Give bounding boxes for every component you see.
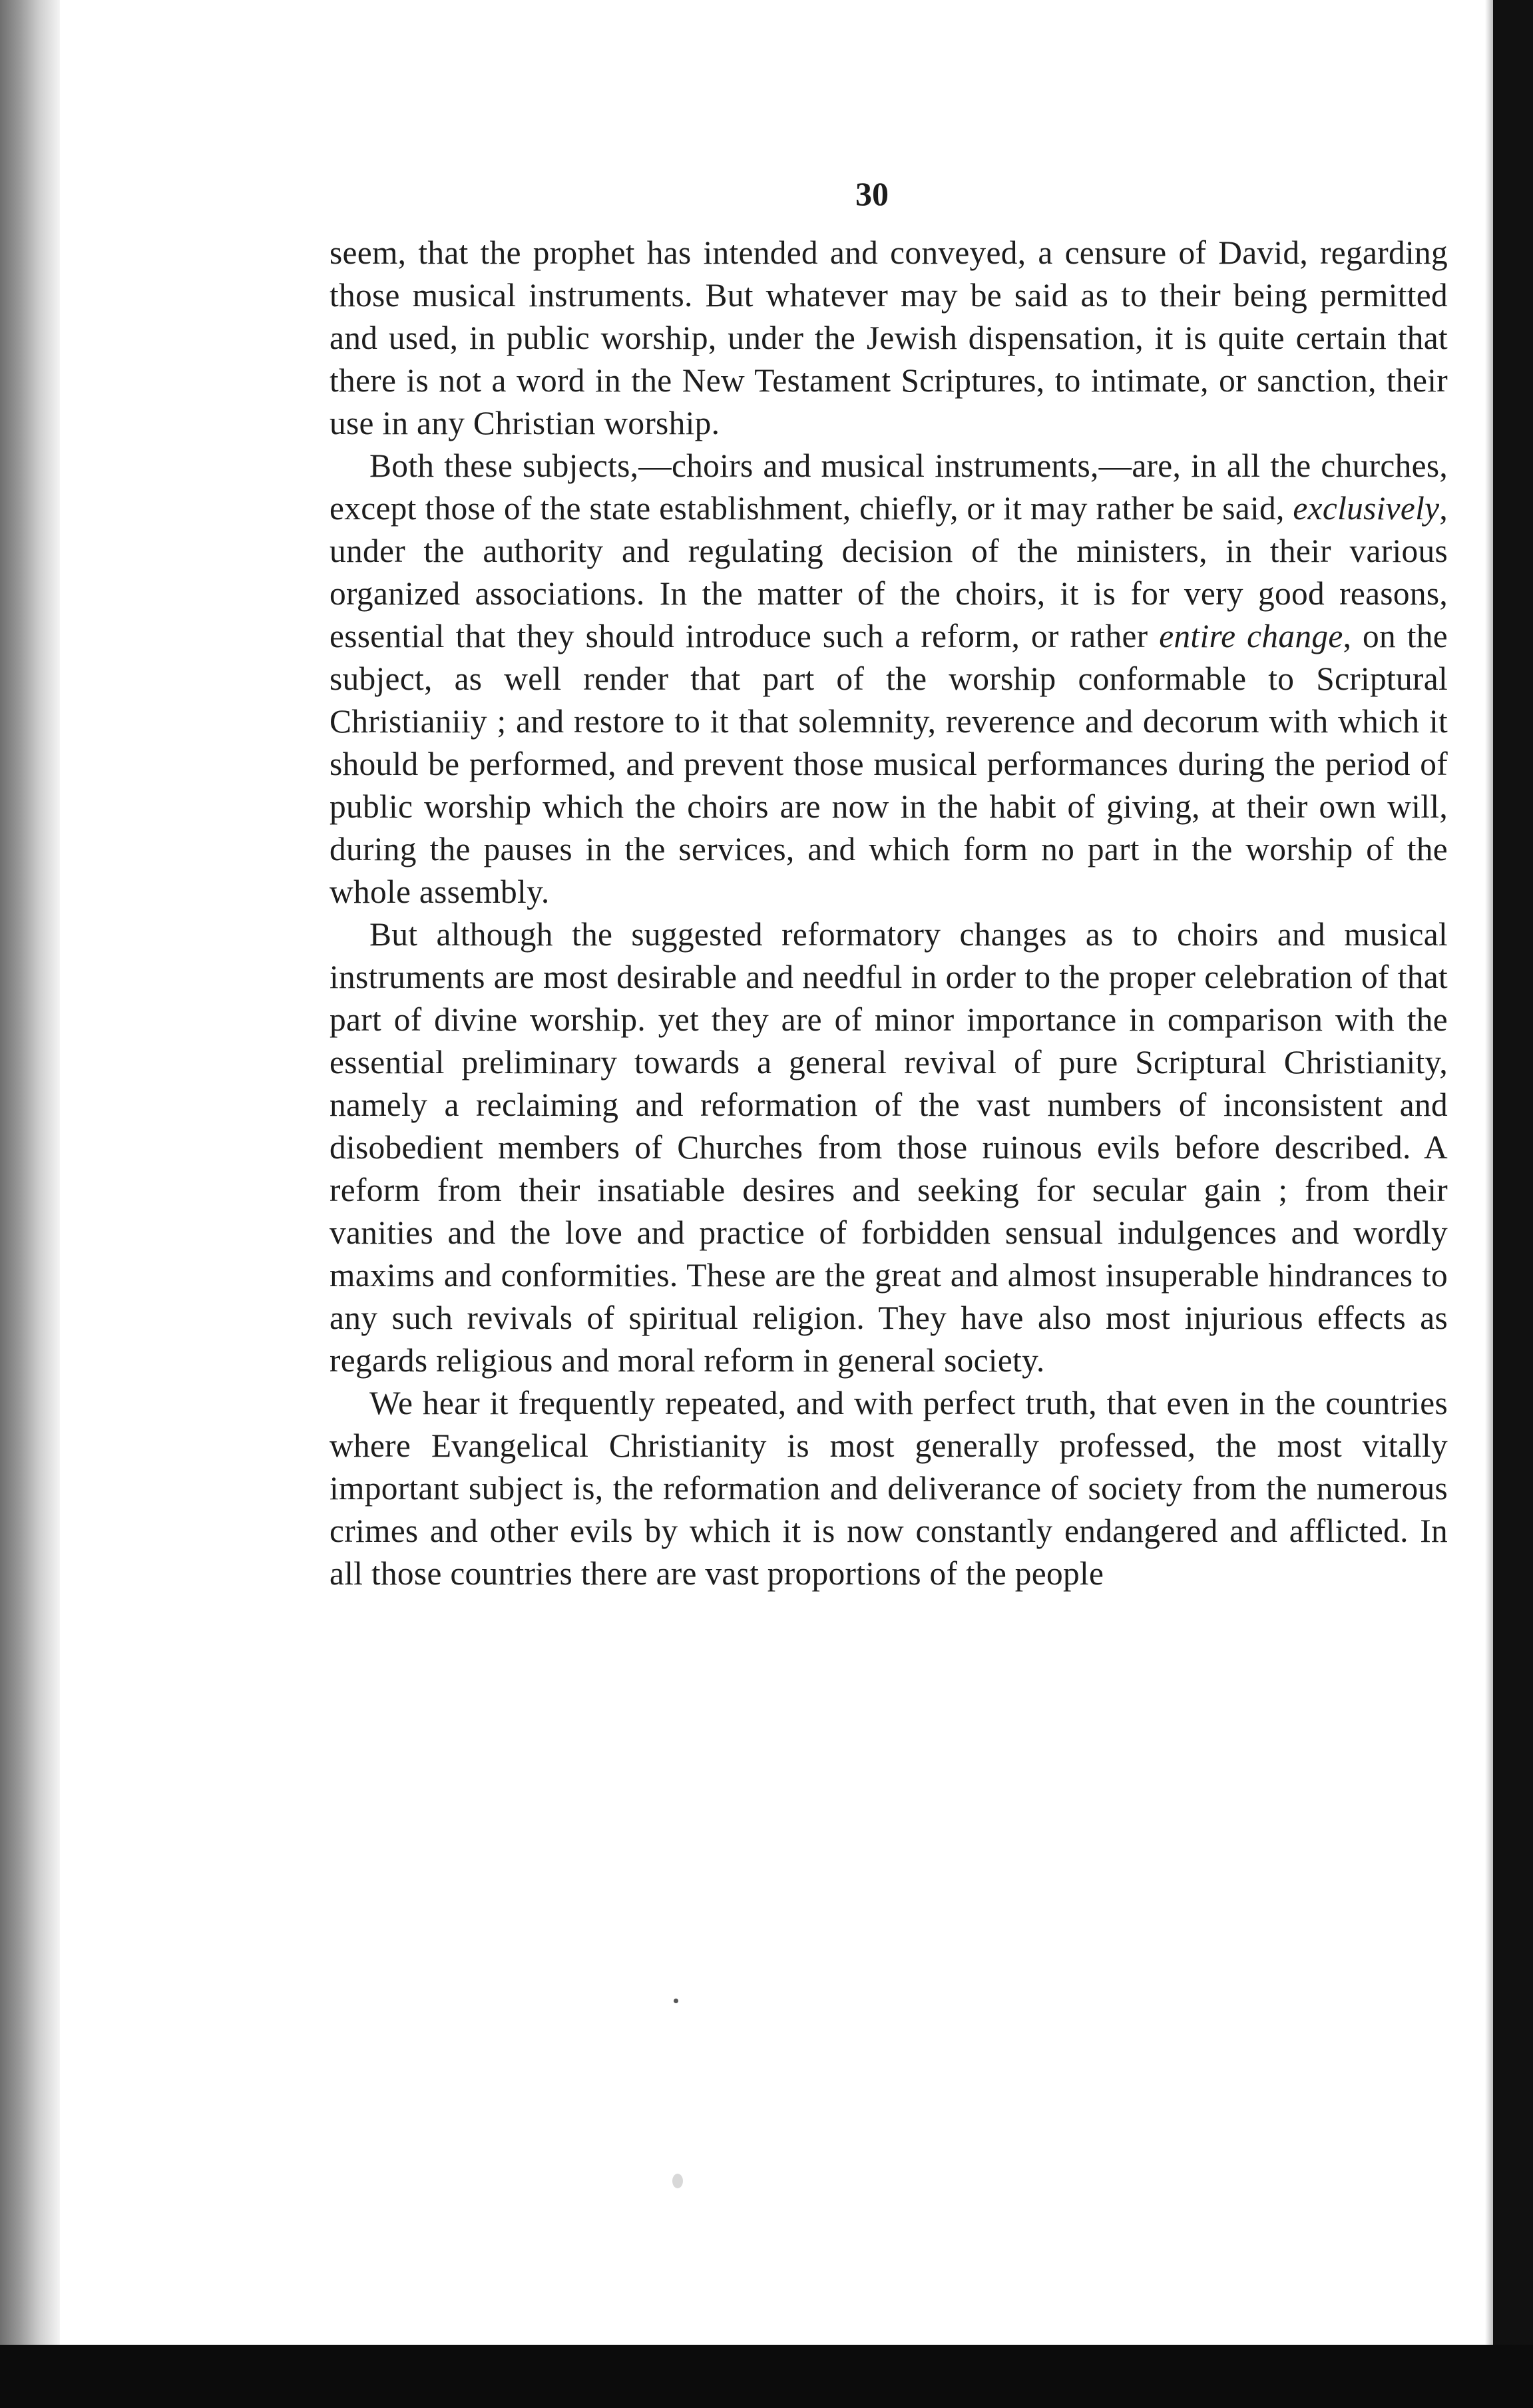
text-segment: But although the suggested reformatory changes as to choirs and musical instruments are most desirable and needful in order to the proper celebration of that part of divine worship. yet they are of minor importance in comparison with the essential preliminary towards a general revival of pure Scriptural Christianity, namely a reclaiming and reformation of the vast numbers of inconsistent and disobedient members of Churches from those ruinous evils before described. A reform from their insatiable desires and seeking for secular gain ; from their vanities and the love and practice of forbidden sensual indulgences and wordly maxims and conformities. These are the great and almost insuperable hindrances to any such revivals of spiritual religion. They have also most injurious effects as regards religious and moral reform in general society. xyxy=(329,916,1448,1379)
text-segment: , under the authority and regulating decision of the ministers, in their various organized associations. In the matter of the choirs, it is for very good reasons, essential that they should introduce such a reform, or rather xyxy=(329,490,1448,654)
page-number: 30 xyxy=(855,175,889,212)
body-text xyxy=(329,232,1448,1595)
text-segment: Both these subjects,—choirs and musical instruments,—are, in all the churches, except those of the state establishment, chiefly, or it may rather be said, xyxy=(329,447,1448,527)
text-segment: , on the subject, as well render that part of the worship conformable to Scriptural Christianiiy ; and restore to it that solemnity, reverence and decorum with which it should be performed, and prevent those musical performances during the period of public worship which the choirs are now in the habit of giving, at their own will, during the pauses in the services, and which form no part in the worship of the whole assembly. xyxy=(329,618,1448,910)
paragraph xyxy=(329,232,1448,445)
ink-speck xyxy=(674,1999,678,2003)
paper-blemish xyxy=(672,2174,683,2188)
scan-right-margin xyxy=(1493,0,1533,2408)
scan-bottom-margin xyxy=(0,2345,1533,2408)
paragraph xyxy=(329,1382,1448,1595)
book-page xyxy=(63,0,1485,2345)
text-segment: seem, that the prophet has intended and conveyed, a censure of David, regarding those musical instruments. But whatever may be said as to their being permitted and used, in public worship, under the Jewish dispensation, it is quite certain that there is not a word in the New Testament Scriptures, to intimate, or sanction, their use in any Christian worship. xyxy=(329,234,1448,441)
italic-text: exclusively xyxy=(1293,490,1440,527)
scan-left-margin xyxy=(0,0,60,2408)
italic-text: entire change xyxy=(1159,618,1343,654)
text-segment: We hear it frequently repeated, and with perfect truth, that even in the countries where Evangelical Christianity is most generally professed, the most vitally important subject is, the reformation and deliverance of society from the numerous crimes and other evils by which it is now constantly endangered and afflicted. In all those countries there are vast proportions of the people xyxy=(329,1385,1448,1592)
paragraph xyxy=(329,913,1448,1382)
paragraph xyxy=(329,445,1448,913)
page-right-edge xyxy=(1485,0,1493,2408)
